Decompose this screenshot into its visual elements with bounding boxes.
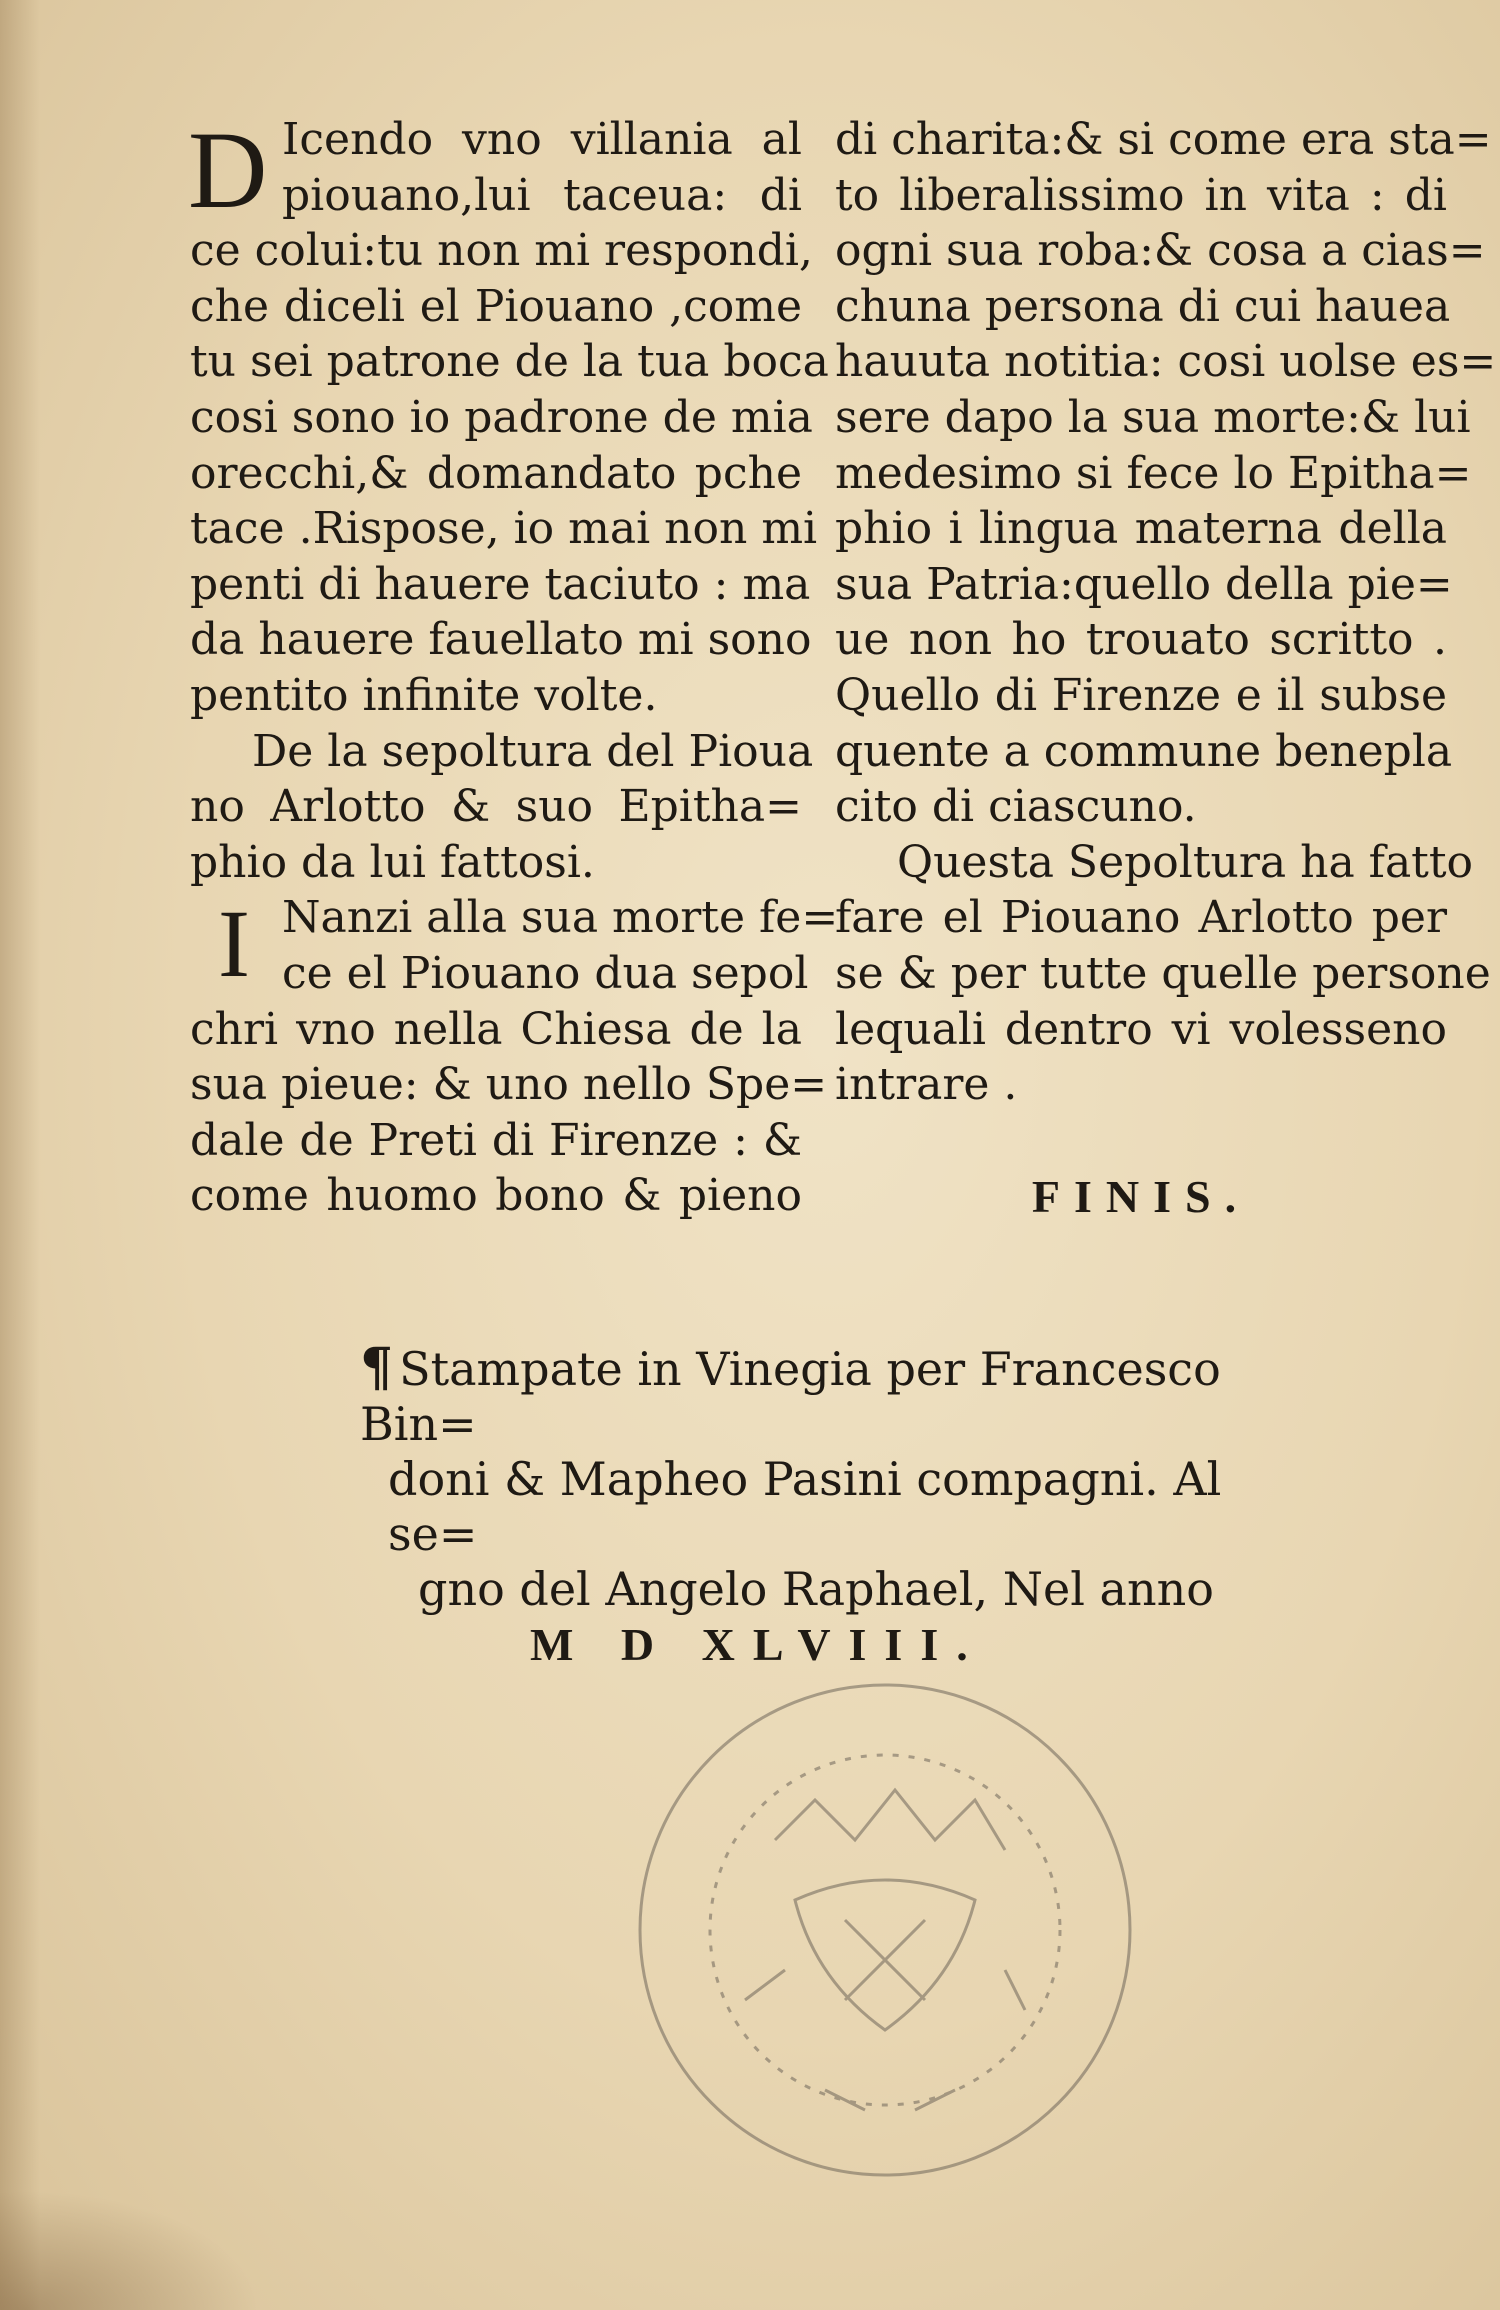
library-stamp-icon (625, 1670, 1145, 2190)
text-line: se & per tutte quelle persone (835, 947, 1491, 999)
text-line: tu sei patrone de la tua boca (190, 336, 829, 388)
text-line: che diceli el Piouano ,come (190, 280, 802, 332)
left-column (188, 109, 839, 1224)
text-line: ue non ho trouato scritto . (835, 614, 1447, 666)
paragraph-charity (835, 112, 1497, 835)
text-line: Icendo vno villania al (282, 114, 802, 165)
text-line: fare el Piouano Arlotto per (835, 892, 1447, 944)
colophon-line: doni & Mapheo Pasini compagni. Al se= (388, 1452, 1222, 1561)
page-stain (0, 2190, 260, 2310)
text-line: orecchi,& domandato pche (190, 447, 802, 499)
text-line: dale de Preti di Firenze : & (190, 1114, 802, 1166)
text-line: sua pieue: & uno nello Spe= (190, 1059, 828, 1111)
pilcrow-icon: ¶ (360, 1337, 394, 1398)
text-line: cito di ciascuno. (835, 781, 1197, 833)
text-line: penti di hauere taciuto : ma (190, 558, 811, 610)
text-line: tace .Rispose, io mai non mi (190, 503, 818, 555)
text-line: Quello di Firenze e il subse (835, 669, 1447, 721)
text-line: phio i lingua materna della (835, 503, 1447, 555)
text-line: chri vno nella Chiesa de la (190, 1003, 802, 1055)
text-line: da hauere fauellato mi sono (190, 614, 812, 666)
text-line: medesimo si fece lo Epitha= (835, 447, 1472, 499)
paragraph-tomb (190, 890, 839, 1224)
text-line: piouano,lui taceua: di (282, 169, 802, 221)
stamp-cross-mark (845, 1920, 925, 2000)
stamp-crown-mark (775, 1790, 1005, 1850)
heading-line: phio da lui fattosi. (190, 836, 595, 888)
text-line: pentito infinite volte. (190, 669, 658, 721)
colophon-date: M D XLVIII. (530, 1619, 986, 1670)
text-line: come huomo bono & pieno (190, 1170, 802, 1222)
text-line: intrare . (835, 1059, 1018, 1111)
heading-line: no Arlotto & suo Epitha= (190, 781, 802, 833)
dropcap-i: I (218, 890, 250, 998)
stamp-outer-ring (640, 1685, 1130, 2175)
text-line: hauuta notitia: cosi uolse es= (835, 336, 1497, 388)
text-line: ce el Piouano dua sepol (282, 947, 809, 999)
text-line: chuna persona di cui hauea (835, 280, 1451, 332)
text-line: cosi sono io padrone de mia (190, 391, 813, 443)
text-line: lequali dentro vi volesseno (835, 1003, 1447, 1055)
text-line: Nanzi alla sua morte fe= (282, 892, 839, 944)
colophon-line (340, 1337, 1300, 1452)
colophon (340, 1337, 1300, 1672)
page-edge-shadow (0, 0, 40, 2310)
heading-line: De la sepoltura del Pioua (252, 725, 814, 777)
stamp-shield-mark (795, 1880, 975, 2030)
colophon-text: Stampate in Vinegia per Francesco Bin= (360, 1342, 1221, 1451)
dropcap-d: D (188, 109, 268, 231)
text-line: sua Patria:quello della pie= (835, 558, 1453, 610)
text-line: sere dapo la sua morte:& lui (835, 391, 1471, 443)
stamp-inner-ring (710, 1755, 1060, 2105)
colophon-line: gno del Angelo Raphael, Nel anno (418, 1562, 1214, 1616)
text-line: quente a commune benepla (835, 725, 1453, 777)
text-line: ogni sua roba:& cosa a cias= (835, 225, 1486, 277)
paragraph-insult (188, 109, 829, 724)
section-heading (190, 724, 814, 891)
text-line: to liberalissimo in vita : di (835, 169, 1447, 221)
stamp-decor-mark (745, 1970, 1025, 2110)
finis-label: FINIS. (1031, 1171, 1251, 1222)
text-line: di charita:& si come era sta= (835, 114, 1492, 165)
right-column (835, 112, 1497, 1113)
text-line: Questa Sepoltura ha fatto (897, 836, 1474, 888)
paragraph-sepoltura (835, 835, 1491, 1113)
text-line: ce colui:tu non mi respondi, (190, 225, 813, 277)
